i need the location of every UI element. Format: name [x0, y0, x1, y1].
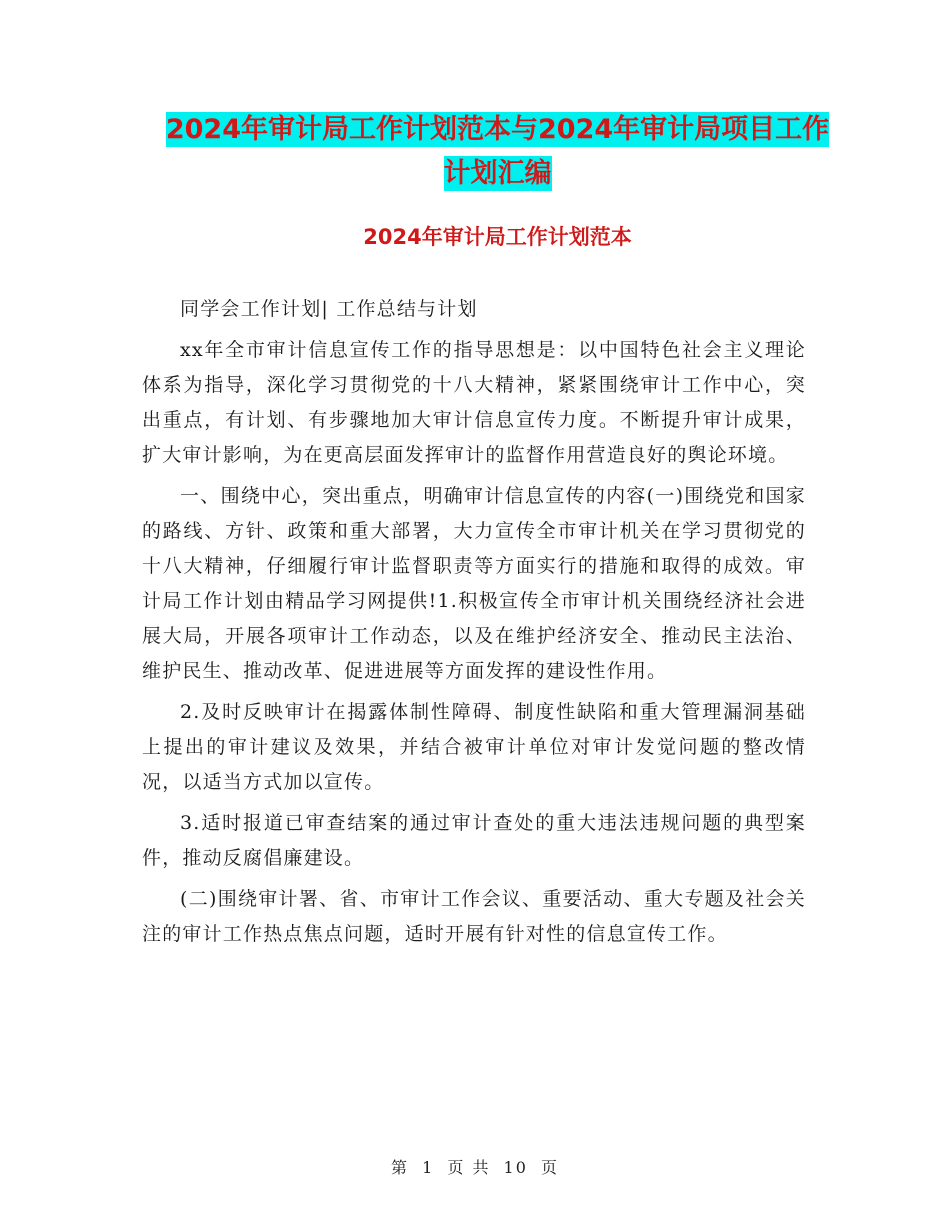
footer-total-pages: 10 [503, 1158, 528, 1177]
footer-middle: 页 共 [447, 1158, 491, 1177]
footer-prefix: 第 [390, 1158, 409, 1177]
page-footer [0, 1155, 950, 1178]
paragraph: 同学会工作计划| 工作总结与计划 [180, 298, 478, 320]
paragraph: 3.适时报道已审查结案的通过审计查处的重大违法违规问题的典型案件，推动反腐倡廉建设。 [142, 812, 806, 869]
section-title: 2024年审计局工作计划范本 [363, 225, 632, 249]
paragraph: 2.及时反映审计在揭露体制性障碍、制度性缺陷和重大管理漏洞基础上提出的审计建议及效果，并结合被审计单位对审计发觉问题的整改情况，以适当方式加以宣传。 [142, 701, 806, 793]
paragraph: (二)围绕审计署、省、市审计工作会议、重要活动、重大专题及社会关注的审计工作热点焦点问题，适时开展有针对性的信息宣传工作。 [142, 888, 806, 945]
footer-page-number: 1 [422, 1158, 435, 1177]
paragraph: xx年全市审计信息宣传工作的指导思想是：以中国特色社会主义理论体系为指导，深化学习贯彻党的十八大精神，紧紧围绕审计工作中心，突出重点，有计划、有步骤地加大审计信息宣传力度。不断提升审计成果，扩大审计影响，为在更高层面发挥审计的监督作用营造良好的舆论环境。 [142, 339, 806, 466]
document-body [142, 292, 806, 958]
document-title-line-2: 计划汇编 [443, 158, 552, 189]
paragraph: 一、围绕中心，突出重点，明确审计信息宣传的内容(一)围绕党和国家的路线、方针、政策和重大部署，大力宣传全市审计机关在学习贯彻党的十八大精神，仔细履行审计监督职责等方面实行的措施和取得的成效。审计局工作计划由精品学习网提供!1.积极宣传全市审计机关围绕经济社会进展大局，开展各项审计工作动态，以及在维护经济安全、推动民主法治、维护民生、推动改革、促进进展等方面发挥的建设性作用。 [142, 485, 806, 682]
document-title-line-1: 2024年审计局工作计划范本与2024年审计局项目工作 [165, 114, 830, 145]
document-title [140, 108, 855, 196]
footer-suffix: 页 [541, 1158, 560, 1177]
